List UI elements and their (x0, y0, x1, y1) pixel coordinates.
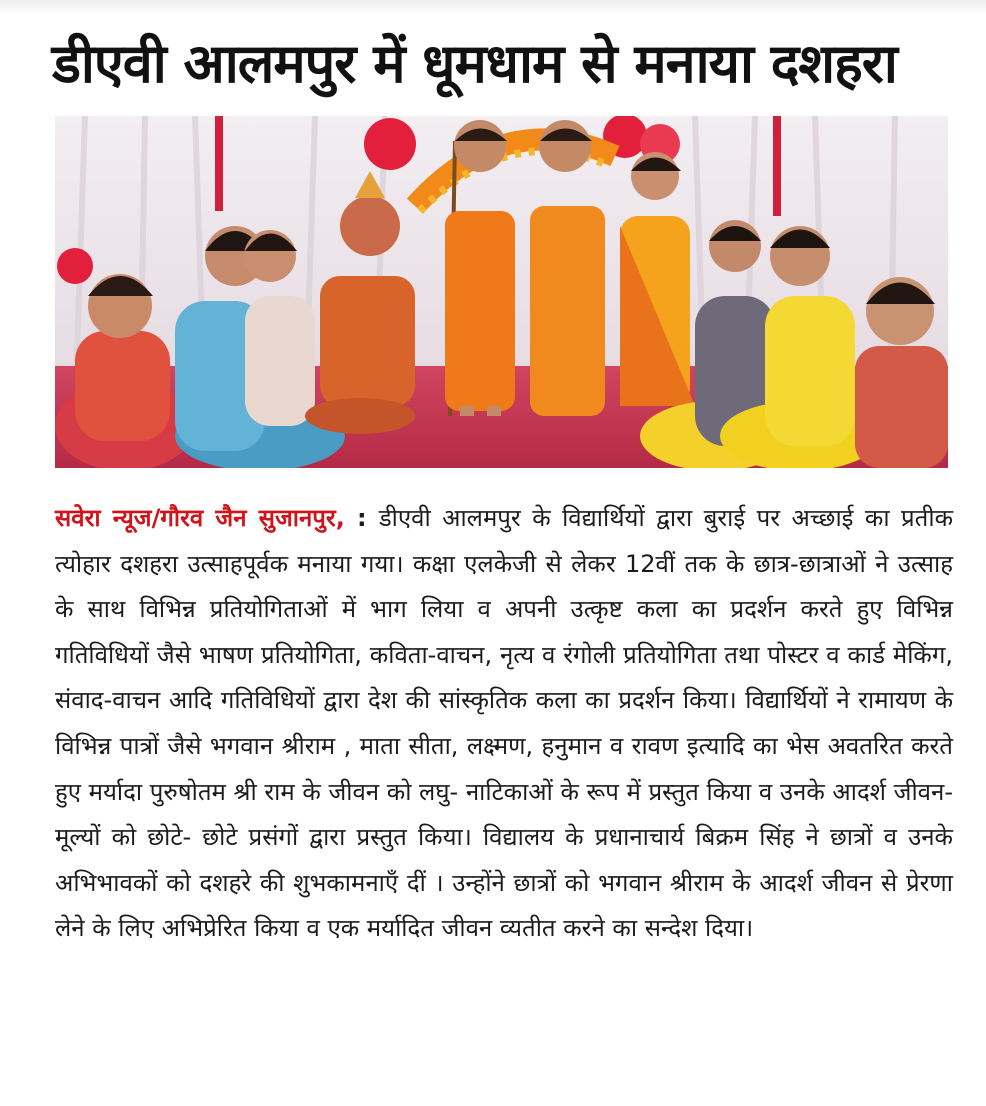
article-body-paragraph (55, 496, 953, 952)
previous-article-cutoff (0, 0, 986, 14)
article-text: डीएवी आलमपुर के विद्यार्थियों द्वारा बुराई पर अच्छाई का प्रतीक त्योहार दशहरा उत्साहपूर्वक मनाया गया। कक्षा एलकेजी से लेकर 12वीं तक के छात्र-छात्राओं ने उत्साह के साथ विभिन्न प्रतियोगिताओं में भाग लिया व अपनी उत्कृष्ट कला का प्रदर्शन करते हुए विभिन्न गतिविधियों जैसे भाषण प्रतियोगिता, कविता-वाचन, नृत्य व रंगोली प्रतियोगिता तथा पोस्टर व कार्ड मेकिंग, संवाद-वाचन आदि गतिविधियों द्वारा देश की सांस्कृतिक कला का प्रदर्शन किया। विद्यार्थियों ने रामायण के विभिन्न पात्रों जैसे भगवान श्रीराम , माता सीता, लक्ष्मण, हनुमान व रावण इत्यादि का भेस अवतरित करते हुए मर्यादा पुरुषोतम श्री राम के जीवन को लघु- नाटिकाओं के रूप में प्रस्तुत किया व उनके आदर्श जीवन- मूल्यों को छोटे- छोटे प्रसंगों द्वारा प्रस्तुत किया। विद्यालय के प्रधानाचार्य बिक्रम सिंह ने छात्रों व उनके अभिभावकों को दशहरे की शुभकामनाएँ दीं । उन्होंने छात्रों को भगवान श्रीराम के आदर्श जीवन से प्रेरणा लेने के लिए अभिप्रेरित किया व एक मर्यादित जीवन व्यतीत करने का सन्देश दिया। (55, 504, 953, 943)
byline: सवेरा न्यूज/गौरव जैन सुजानपुर, (55, 504, 345, 532)
headline: डीएवी आलमपुर में धूमधाम से मनाया दशहरा (52, 32, 897, 95)
news-photo (55, 116, 948, 468)
photo-students-dussehra-icon (55, 116, 948, 468)
byline-separator: : (344, 504, 379, 532)
